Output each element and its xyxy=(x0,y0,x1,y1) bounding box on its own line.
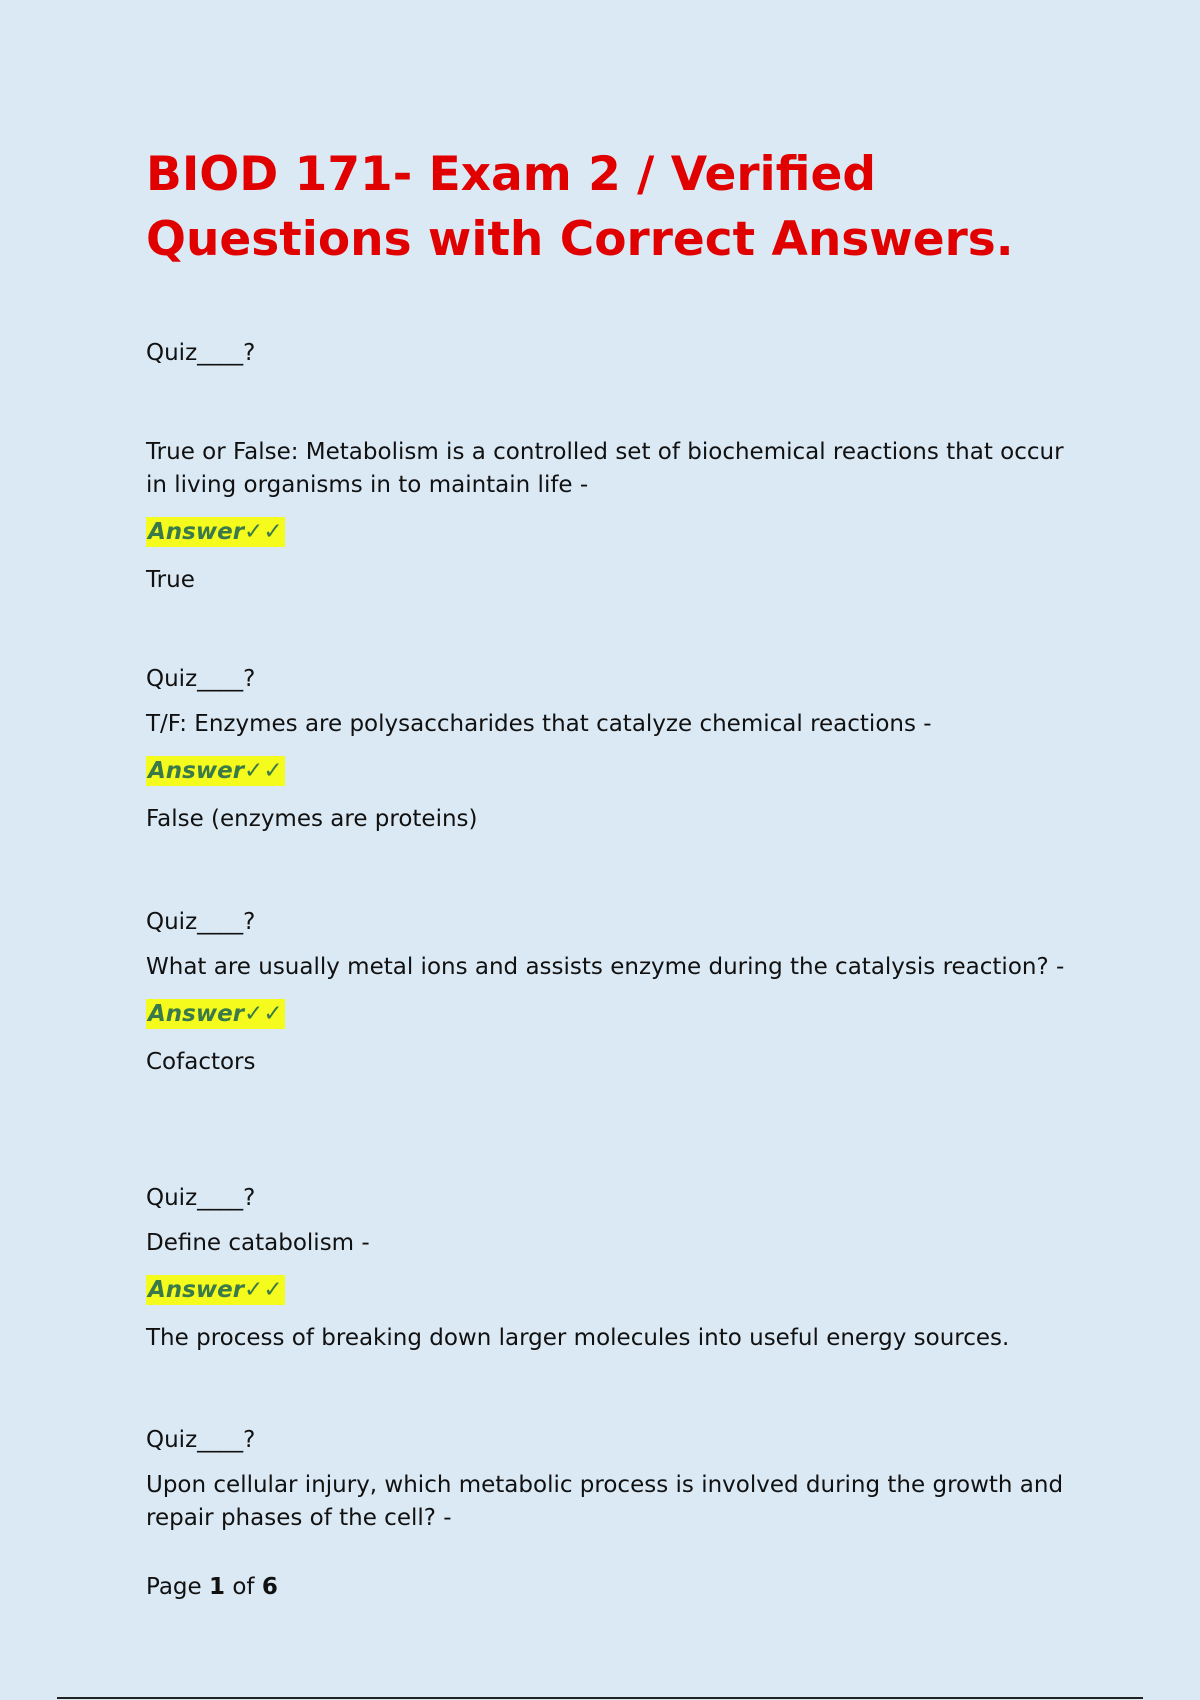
answer-marker-wrap xyxy=(146,756,1076,786)
quiz-label: Quiz____? xyxy=(146,666,256,692)
answer-marker: Answer✓✓ xyxy=(148,1277,283,1303)
qa-item-3 xyxy=(146,907,1076,1077)
quiz-label: Quiz____? xyxy=(146,340,256,366)
page-footer xyxy=(146,1572,278,1602)
question-text: What are usually metal ions and assists enzyme during the catalysis reaction? - xyxy=(146,954,1065,980)
qa-item-1 xyxy=(146,338,1076,595)
answer-marker-wrap xyxy=(146,517,1076,547)
quiz-label: Quiz____? xyxy=(146,1185,256,1211)
qa-item-2 xyxy=(146,664,1076,834)
answer-text: False (enzymes are proteins) xyxy=(146,806,478,832)
qa-item-4 xyxy=(146,1183,1076,1353)
document-title: BIOD 171- Exam 2 / Verified Questions with Correct Answers. xyxy=(146,147,1014,267)
bottom-divider xyxy=(57,1697,1143,1699)
question-text: Define catabolism - xyxy=(146,1230,370,1256)
question-text: Upon cellular injury, which metabolic process is involved during the growth and repair phases of the cell? - xyxy=(146,1472,1064,1531)
question-text: T/F: Enzymes are polysaccharides that catalyze chemical reactions - xyxy=(146,711,932,737)
answer-text: Cofactors xyxy=(146,1049,256,1075)
of-word: of xyxy=(232,1574,255,1600)
answer-text: True xyxy=(146,567,195,593)
qa-item-5 xyxy=(146,1425,1076,1535)
total-pages-number: 6 xyxy=(261,1574,278,1600)
quiz-label: Quiz____? xyxy=(146,909,256,935)
answer-marker: Answer✓✓ xyxy=(148,758,283,784)
document-page xyxy=(146,142,1076,272)
question-text: True or False: Metabolism is a controlled set of biochemical reactions that occur in living organisms in to maintain life - xyxy=(146,439,1064,498)
answer-marker-wrap xyxy=(146,999,1076,1029)
current-page-number: 1 xyxy=(209,1574,226,1600)
answer-marker: Answer✓✓ xyxy=(148,519,283,545)
answer-text: The process of breaking down larger molecules into useful energy sources. xyxy=(146,1325,1010,1351)
answer-marker-wrap xyxy=(146,1275,1076,1305)
answer-marker: Answer✓✓ xyxy=(148,1001,283,1027)
quiz-label: Quiz____? xyxy=(146,1427,256,1453)
page-word: Page xyxy=(146,1574,202,1600)
